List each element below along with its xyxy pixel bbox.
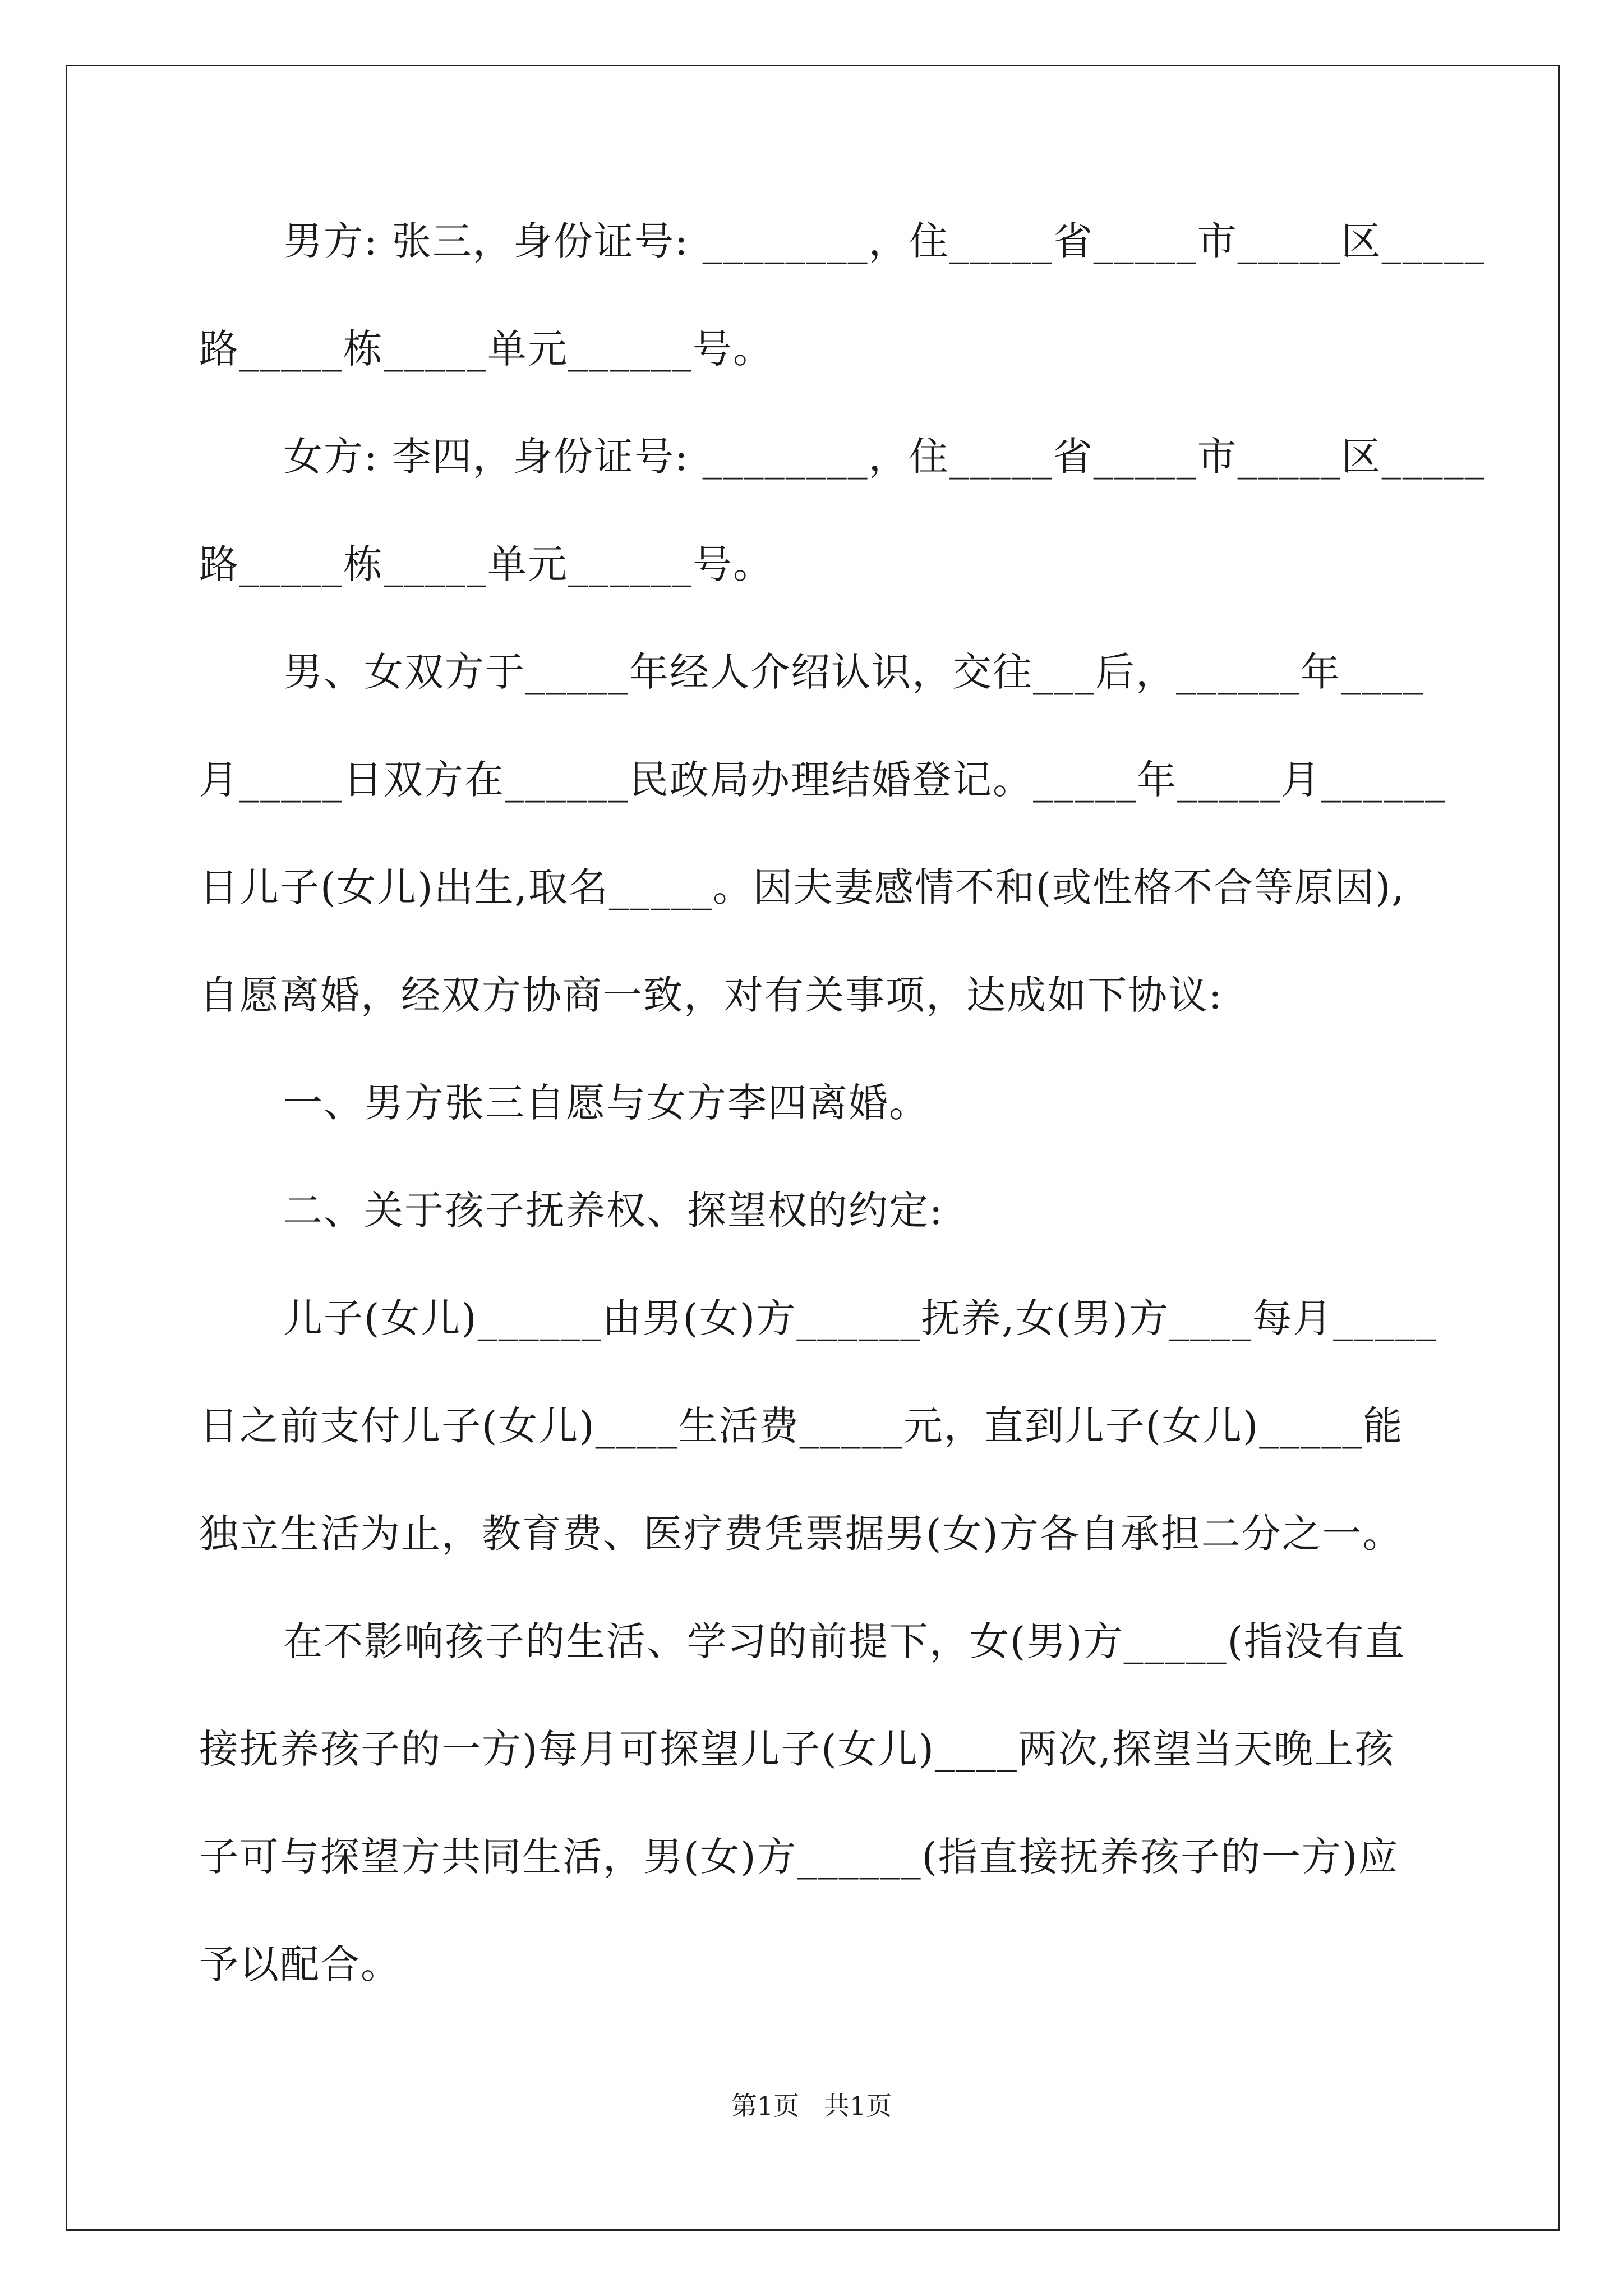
text-line: 子可与探望方共同生活，男(女)方______(指直接抚养孩子的一方)应 xyxy=(199,1834,1399,1880)
text-line: 接抚养孩子的一方)每月可探望儿子(女儿)____两次,探望当天晚上孩 xyxy=(199,1726,1395,1772)
text-line: 一、男方张三自愿与女方李四离婚。 xyxy=(283,1080,929,1126)
text-line: 月_____日双方在______民政局办理结婚登记。_____年_____月______ xyxy=(199,757,1446,803)
text-line: 儿子(女儿)______由男(女)方______抚养,女(男)方____每月_____ xyxy=(283,1295,1437,1341)
text-line: 予以配合。 xyxy=(199,1941,401,1987)
text-line: 自愿离婚，经双方协商一致，对有关事项，达成如下协议: xyxy=(199,972,1223,1018)
page-number: 第1页 共1页 xyxy=(731,2091,892,2121)
text-line: 男、女双方于_____年经人介绍认识，交往___后，______年____ xyxy=(283,649,1424,695)
text-line: 在不影响孩子的生活、学习的前提下，女(男)方_____(指没有直 xyxy=(283,1618,1405,1664)
document-body xyxy=(199,208,1486,2039)
text-line: 二、关于孩子抚养权、探望权的约定: xyxy=(283,1188,944,1234)
text-line: 男方: 张三，身份证号: ________，住_____省_____市_____区_____ xyxy=(283,218,1486,264)
text-line: 独立生活为止，教育费、医疗费凭票据男(女)方各自承担二分之一。 xyxy=(199,1511,1403,1557)
text-line: 路_____栋_____单元______号。 xyxy=(199,326,773,372)
text-line: 日之前支付儿子(女儿)____生活费_____元，直到儿子(女儿)_____能 xyxy=(199,1403,1404,1449)
text-line: 日儿子(女儿)出生,取名_____。因夫妻感情不和(或性格不合等原因), xyxy=(199,864,1405,910)
text-line: 路_____栋_____单元______号。 xyxy=(199,541,773,587)
text-line: 女方: 李四，身份证号: ________，住_____省_____市_____区_____ xyxy=(283,434,1486,480)
